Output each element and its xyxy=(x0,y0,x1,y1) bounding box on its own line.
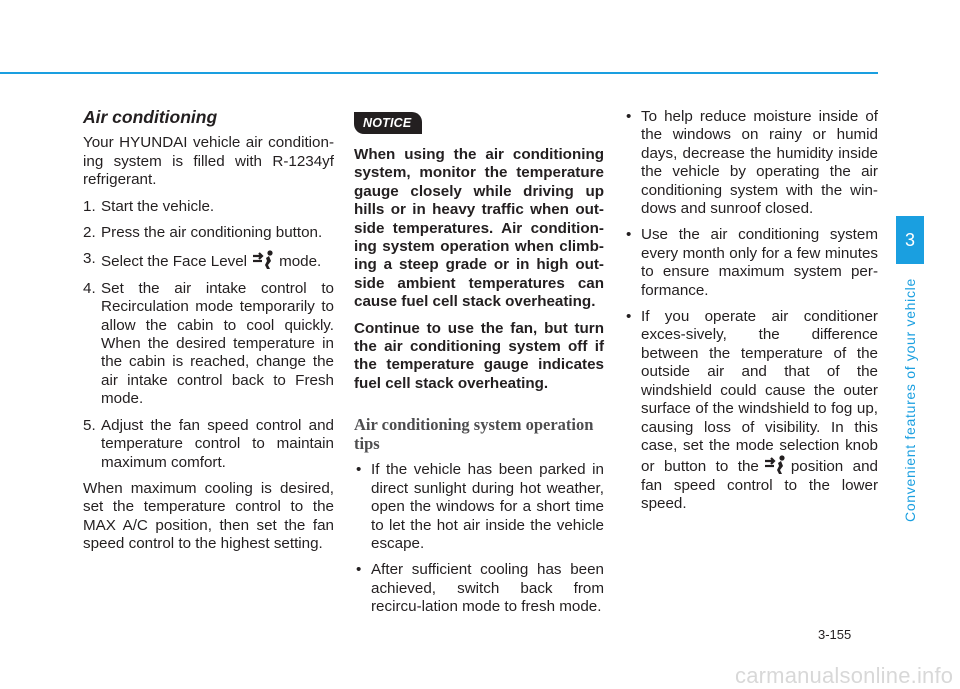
notice-badge: NOTICE xyxy=(354,112,422,134)
list-item: • If the vehicle has been parked in direct sunlight during hot weather, open the windows for a short time to let the hot air inside the vehicle escape. xyxy=(354,461,604,553)
list-item: 3. Select the Face Level mode. xyxy=(83,250,322,271)
list-item: 4. Set the air intake control to Recirculation mode temporarily to allow the cabin to cool quickly. When the desired temperature in the cabin is reached, change the air intake control back to Fresh mode. xyxy=(83,279,334,408)
chapter-tab: 3 xyxy=(896,216,924,264)
top-rule xyxy=(0,72,878,74)
column-1 xyxy=(83,108,334,562)
tips-list-col3 xyxy=(624,108,878,514)
intro-paragraph: Your HYUNDAI vehicle air condition-ing system is filled with R-1234yf refrigerant. xyxy=(83,134,334,189)
page-number: 3-155 xyxy=(818,627,852,642)
tips-heading: Air conditioning system operation tips xyxy=(354,415,594,454)
list-item: • Use the air conditioning system every month only for a few minutes to ensure maximum system per-formance. xyxy=(624,226,878,300)
list-item: • To help reduce moisture inside of the windows on rainy or humid days, decrease the humidity inside the vehicle by operating the air conditioning system with the win-dows and sunroof closed. xyxy=(624,108,878,218)
notice-paragraph-2: Continue to use the fan, but turn the air conditioning system off if the temperature gauge indicates fuel cell stack overheating. xyxy=(354,319,604,392)
list-item: 5. Adjust the fan speed control and temperature control to maintain maximum comfort. xyxy=(83,416,334,471)
column-3 xyxy=(624,108,878,522)
tips-list-col2 xyxy=(354,461,604,616)
notice-paragraph-1: When using the air conditioning system, monitor the temperature gauge closely while driving up hills or in heavy traffic when out-side temperatures. Air condition-ing system operation when climb-ing a steep grade or in high out-side ambient temperatures can cause fuel cell stack overheating. xyxy=(354,146,604,311)
section-heading: Air conditioning xyxy=(83,107,218,127)
steps-list xyxy=(83,198,334,472)
list-item: 2. Press the air conditioning button. xyxy=(83,224,323,242)
face-level-mode-icon xyxy=(251,250,275,270)
face-level-mode-icon xyxy=(763,455,787,475)
chapter-title: Convenient features of your vehicle xyxy=(902,278,918,522)
list-item: • If you operate air conditioner exces-sively, the difference between the temperature of the outside air and that of the windshield could cause the outer surface of the windshield to fog up, causing loss of visibility. In this case, set the mode selection knob or button to the position and fan speed control to the lower speed. xyxy=(624,308,878,513)
column-2 xyxy=(354,108,604,625)
closing-paragraph: When maximum cooling is desired, set the temperature control to the MAX A/C position, then set the fan speed control to the highest setting. xyxy=(83,479,334,553)
watermark: carmanualsonline.info xyxy=(735,663,954,688)
list-item: • After sufficient cooling has been achieved, switch back from recircu-lation mode to fresh mode. xyxy=(354,561,604,616)
list-item: 1. Start the vehicle. xyxy=(83,197,215,215)
